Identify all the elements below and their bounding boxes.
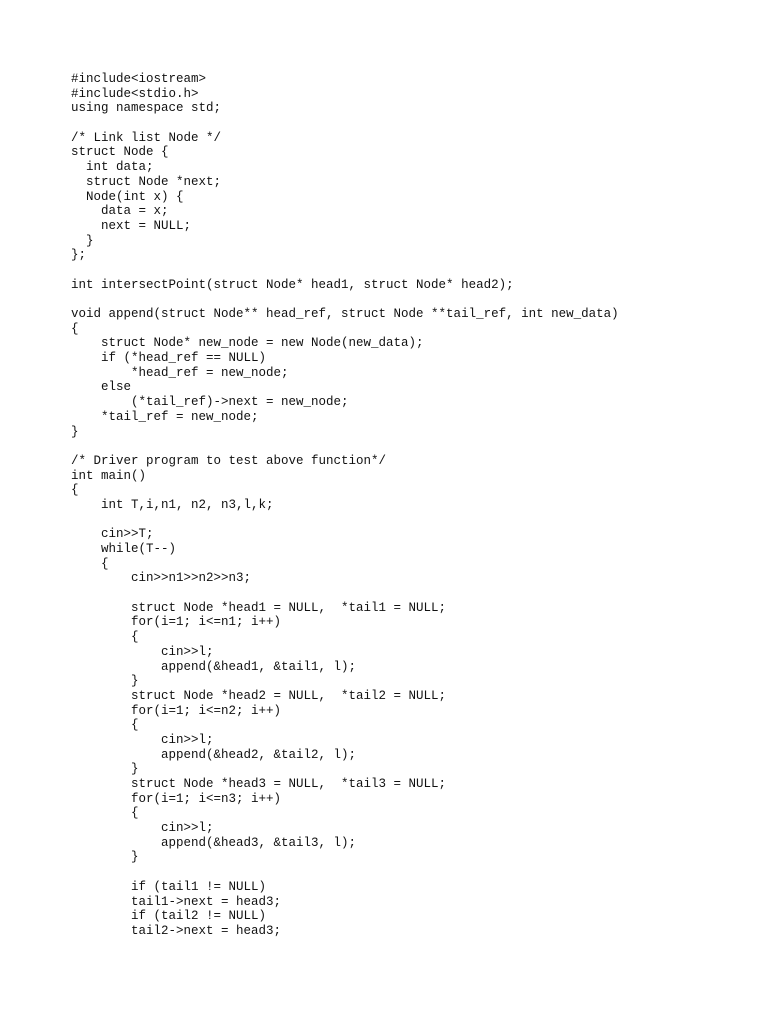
code-line: {: [71, 806, 139, 821]
code-line: [71, 865, 619, 880]
code-line: /* Driver program to test above function*/: [71, 453, 387, 468]
code-line: struct Node *head3 = NULL, *tail3 = NULL;: [71, 777, 447, 791]
code-line: if (tail1 != NULL): [71, 879, 267, 894]
code-line: struct Node *head1 = NULL, *tail1 = NULL;: [71, 600, 447, 615]
code-line: [71, 439, 619, 454]
code-line: {: [71, 630, 139, 645]
code-line: cin>>T;: [71, 527, 154, 542]
code-line: else: [71, 380, 132, 395]
code-line: if (tail2 != NULL): [71, 909, 267, 924]
code-line: tail1->next = head3;: [71, 894, 282, 909]
code-line: {: [71, 321, 79, 336]
code-line: [71, 263, 619, 278]
code-line: [71, 513, 619, 528]
code-line: [71, 116, 619, 131]
code-line: int T,i,n1, n2, n3,l,k;: [71, 497, 274, 512]
code-line: struct Node* new_node = new Node(new_data);: [71, 336, 424, 351]
code-line: struct Node {: [71, 145, 169, 160]
code-line: next = NULL;: [71, 218, 192, 233]
code-line: /* Link list Node */: [71, 130, 222, 145]
code-line: data = x;: [71, 204, 169, 219]
code-line: while(T--): [71, 542, 177, 556]
code-line: [71, 292, 619, 307]
code-line: Node(int x) {: [71, 189, 184, 204]
code-line: append(&head2, &tail2, l);: [71, 747, 357, 762]
code-line: struct Node *next;: [71, 174, 222, 189]
code-line: void append(struct Node** head_ref, struct Node **tail_ref, int new_data): [71, 307, 619, 321]
code-line: using namespace std;: [71, 101, 222, 116]
code-line: for(i=1; i<=n1; i++): [71, 615, 282, 630]
code-line: {: [71, 718, 139, 733]
code-line: struct Node *head2 = NULL, *tail2 = NULL;: [71, 688, 447, 703]
code-line: };: [71, 248, 87, 263]
code-line: int intersectPoint(struct Node* head1, struct Node* head2);: [71, 277, 514, 292]
code-line: cin>>l;: [71, 644, 214, 659]
code-line: int main(): [71, 468, 147, 483]
code-line: #include<iostream>: [71, 72, 207, 86]
code-line: }: [71, 850, 139, 865]
code-line: }: [71, 424, 79, 439]
code-line: append(&head3, &tail3, l);: [71, 835, 357, 850]
code-line: [71, 586, 619, 601]
code-line: {: [71, 556, 109, 571]
code-line: }: [71, 233, 94, 248]
code-line: cin>>n1>>n2>>n3;: [71, 571, 252, 586]
code-line: cin>>l;: [71, 821, 214, 836]
code-line: }: [71, 674, 139, 689]
code-line: for(i=1; i<=n2; i++): [71, 703, 282, 718]
code-line: *tail_ref = new_node;: [71, 409, 259, 424]
code-line: }: [71, 762, 139, 777]
code-line: cin>>l;: [71, 732, 214, 747]
code-line: append(&head1, &tail1, l);: [71, 659, 357, 674]
code-line: int data;: [71, 160, 154, 175]
code-line: {: [71, 483, 79, 498]
code-listing: [71, 72, 619, 939]
code-line: *head_ref = new_node;: [71, 365, 289, 380]
code-line: for(i=1; i<=n3; i++): [71, 791, 282, 806]
code-line: if (*head_ref == NULL): [71, 351, 267, 366]
code-line: tail2->next = head3;: [71, 923, 282, 938]
code-line: #include<stdio.h>: [71, 86, 199, 101]
code-line: (*tail_ref)->next = new_node;: [71, 395, 349, 410]
